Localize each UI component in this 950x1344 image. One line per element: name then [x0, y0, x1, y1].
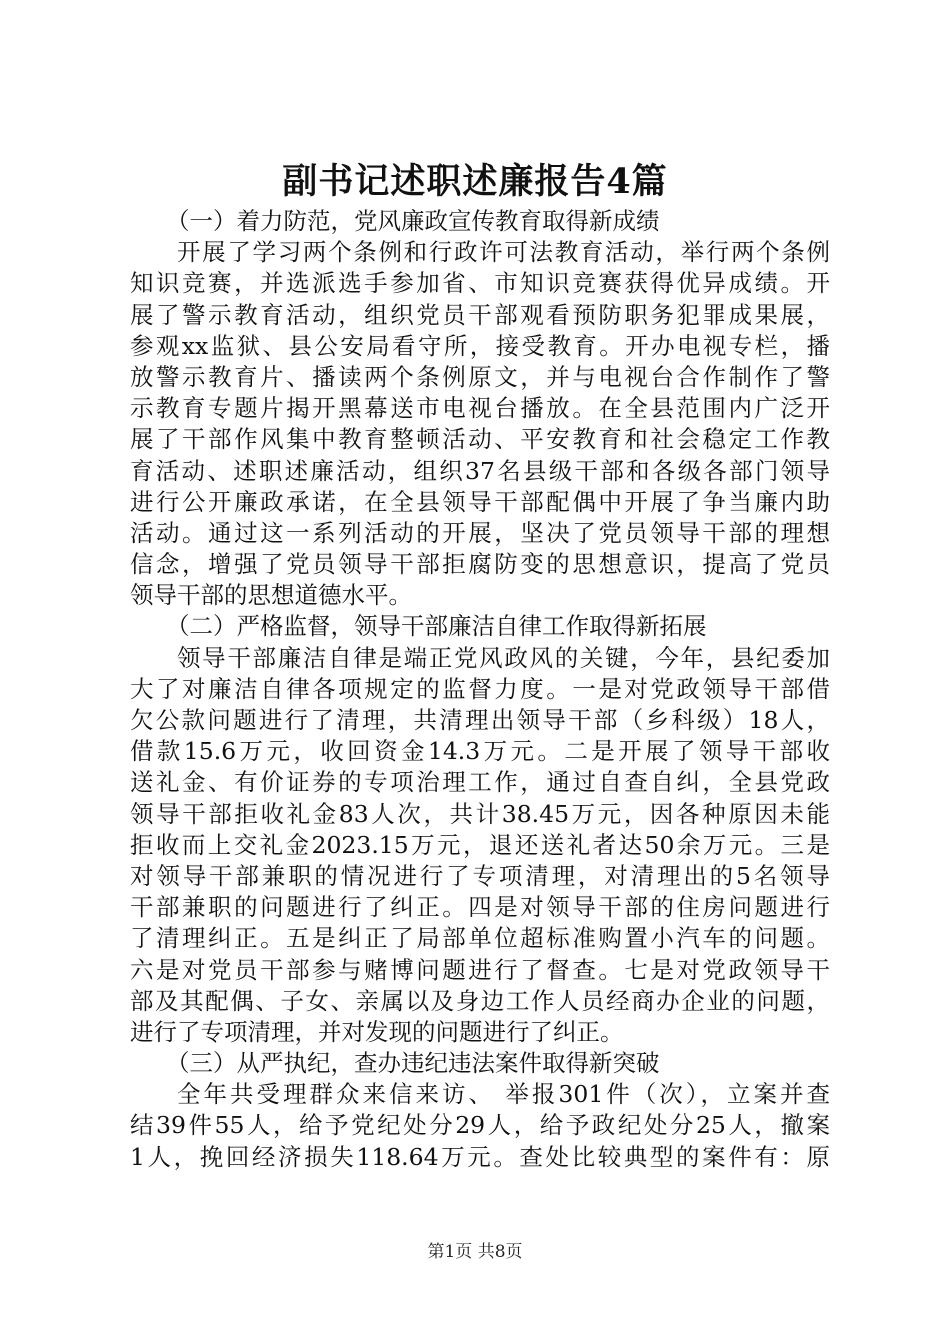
paragraph-line: 干部兼职的问题进行了纠正。四是对领导干部的住房问题进行: [130, 893, 830, 922]
section-heading: （二）严格监督，领导干部廉洁自律工作取得新拓展: [166, 612, 707, 641]
paragraph-line: 对领导干部兼职的情况进行了专项清理，对清理出的5名领导: [130, 861, 830, 890]
section-heading: （一）着力防范，党风廉政宣传教育取得新成绩: [166, 207, 660, 235]
paragraph-line: 借款15.6万元，收回资金14.3万元。二是开展了领导干部收: [130, 737, 830, 766]
document-body: [130, 206, 830, 1173]
paragraph-line: 参观xx监狱、县公安局看守所，接受教育。开办电视专栏，播: [130, 331, 830, 360]
paragraph-line: 结39件55人，给予党纪处分29人，给予政纪处分25人，撤案: [130, 1111, 830, 1140]
section-heading: （三）从严执纪，查办违纪违法案件取得新突破: [166, 1049, 660, 1078]
paragraph-line: 进行公开廉政承诺，在全县领导干部配偶中开展了争当廉内助: [130, 487, 830, 516]
paragraph-line: 示教育专题片揭开黑幕送市电视台播放。在全县范围内广泛开: [130, 394, 830, 423]
paragraph-line: 知识竞赛，并选派选手参加省、市知识竞赛获得优异成绩。开: [130, 269, 830, 298]
paragraph-line: 展了警示教育活动，组织党员干部观看预防职务犯罪成果展，: [130, 300, 830, 329]
paragraph-line: 部及其配偶、子女、亲属以及身边工作人员经商办企业的问题，: [130, 986, 830, 1015]
paragraph-line: 全年共受理群众来信来访、 举报301件（次），立案并查: [177, 1080, 830, 1109]
paragraph-line: 送礼金、有价证券的专项治理工作，通过自查自纠，全县党政: [130, 768, 830, 797]
paragraph-line: 领导干部的思想道德水平。: [130, 581, 412, 610]
paragraph-line: 信念，增强了党员领导干部拒腐防变的思想意识，提高了党员: [130, 550, 830, 579]
paragraph-line: 领导干部拒收礼金83人次，共计38.45万元，因各种原因未能: [130, 799, 830, 828]
paragraph-line: 欠公款问题进行了清理，共清理出领导干部（乡科级）18人，: [130, 706, 830, 734]
paragraph-line: 六是对党员干部参与赌博问题进行了督查。七是对党政领导干: [130, 955, 830, 984]
document-title: 副书记述职述廉报告4篇: [282, 161, 668, 202]
paragraph-line: 活动。通过这一系列活动的开展，坚决了党员领导干部的理想: [130, 518, 830, 547]
paragraph-line: 1人，挽回经济损失118.64万元。查处比较典型的案件有：原: [130, 1142, 830, 1171]
paragraph-line: 大了对廉洁自律各项规定的监督力度。一是对党政领导干部借: [130, 674, 830, 703]
paragraph-line: 了清理纠正。五是纠正了局部单位超标准购置小汽车的问题。: [130, 924, 830, 953]
paragraph-line: 领导干部廉洁自律是端正党风政风的关键，今年，县纪委加: [177, 643, 830, 672]
paragraph-line: 放警示教育片、播读两个条例原文，并与电视台合作制作了警: [130, 362, 830, 391]
paragraph-line: 进行了专项清理，并对发现的问题进行了纠正。: [130, 1017, 624, 1046]
paragraph-line: 展了干部作风集中教育整顿活动、平安教育和社会稳定工作教: [130, 425, 830, 454]
paragraph-line: 育活动、述职述廉活动，组织37名县级干部和各级各部门领导: [130, 456, 830, 485]
page-footer: 第1页 共8页: [427, 1242, 523, 1262]
paragraph-line: 开展了学习两个条例和行政许可法教育活动，举行两个条例: [177, 238, 830, 267]
paragraph-line: 拒收而上交礼金2023.15万元，退还送礼者达50余万元。三是: [130, 830, 830, 859]
